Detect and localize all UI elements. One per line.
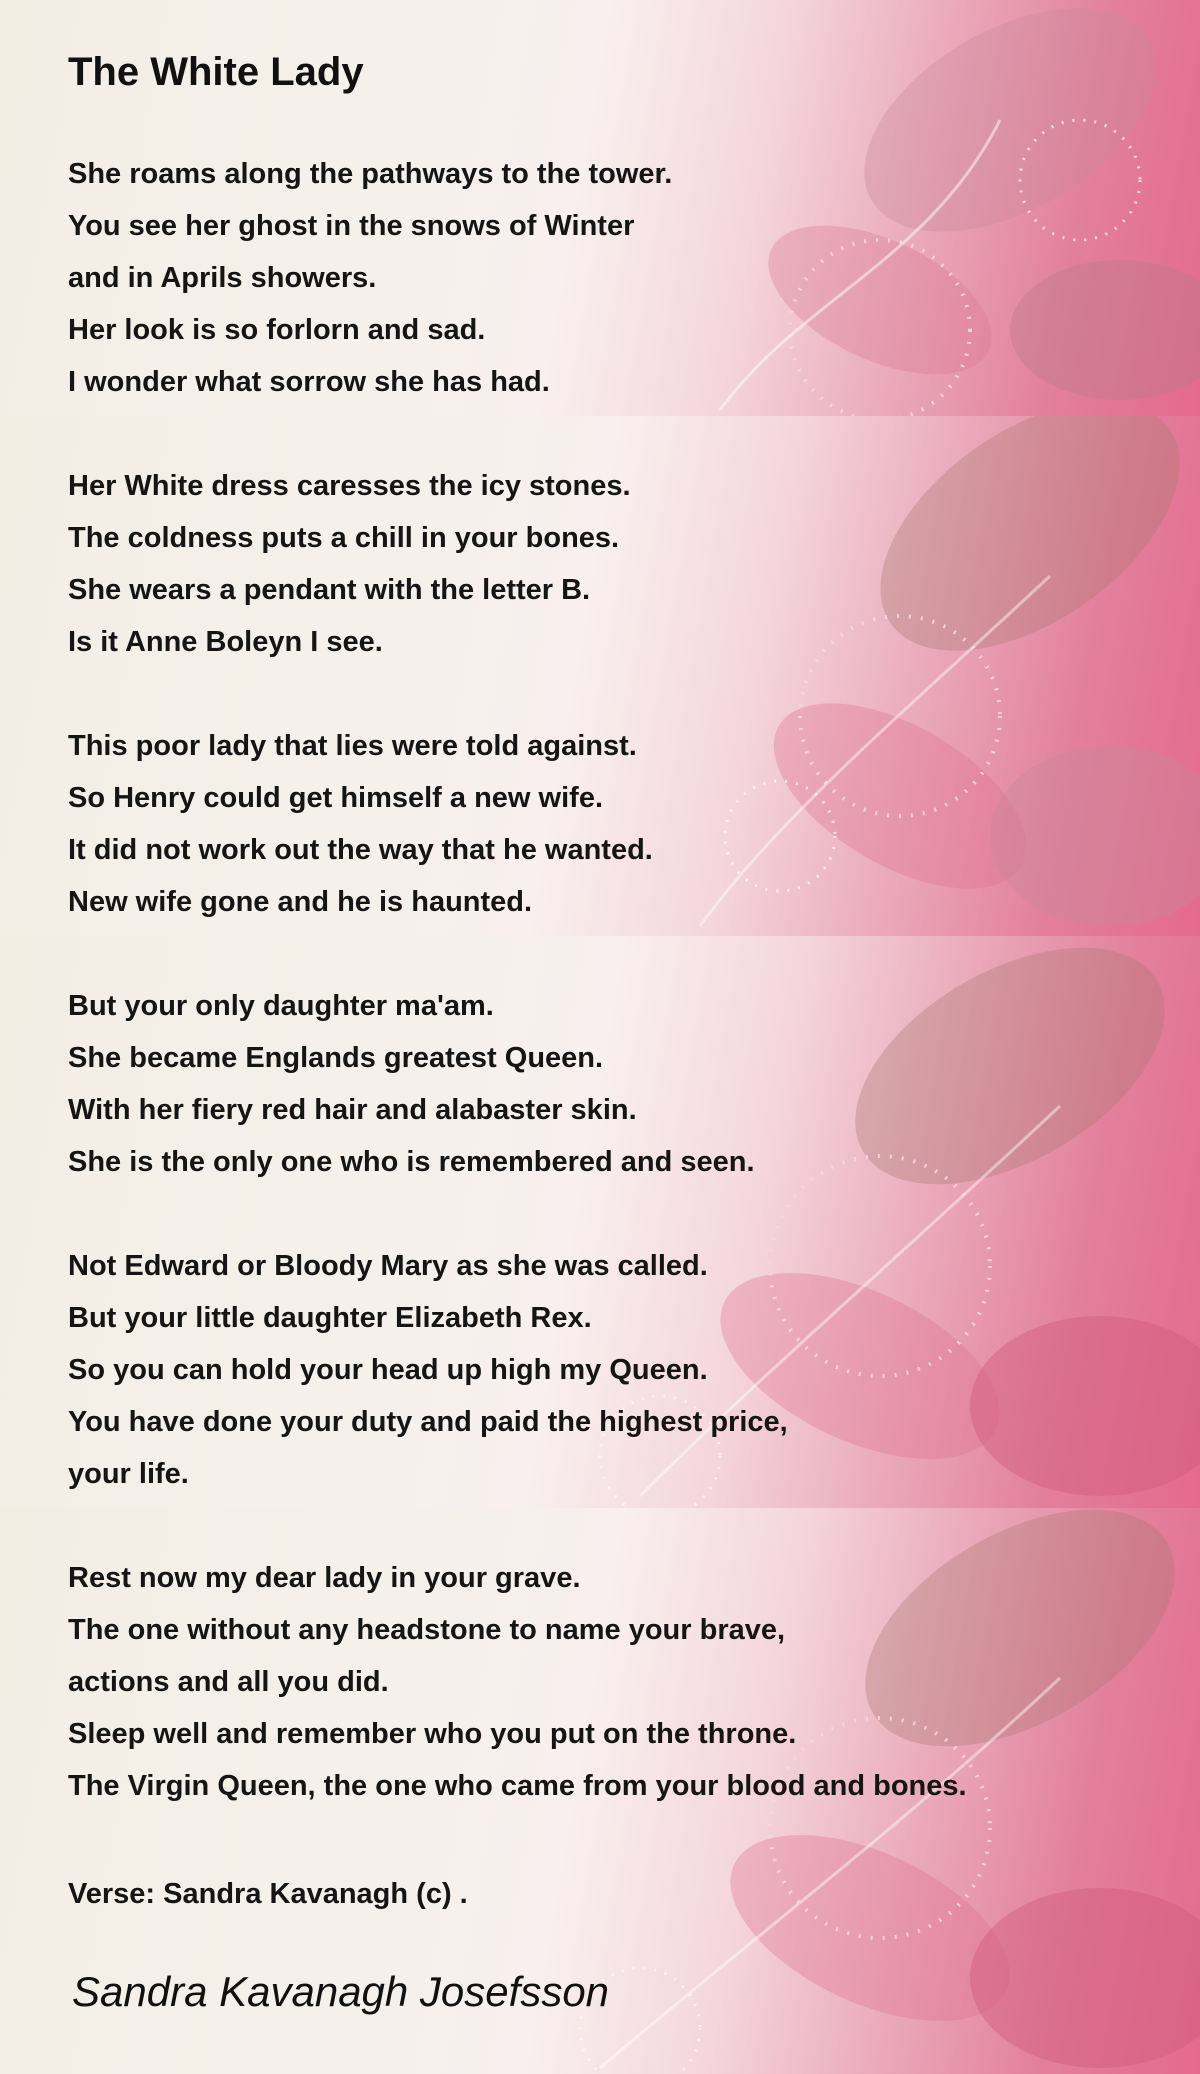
- poem-line: your life.: [68, 1458, 189, 1490]
- poem-line: Her look is so forlorn and sad.: [68, 314, 486, 346]
- poem-line: actions and all you did.: [68, 1666, 389, 1698]
- poem-line: She wears a pendant with the letter B.: [68, 574, 591, 606]
- poem-line: But your only daughter ma'am.: [68, 990, 494, 1022]
- poem-line: Is it Anne Boleyn I see.: [68, 626, 383, 658]
- stanza-6: [68, 1552, 967, 1812]
- poem-line: But your little daughter Elizabeth Rex.: [68, 1302, 592, 1334]
- poem-line: Not Edward or Bloody Mary as she was called.: [68, 1250, 708, 1282]
- poem-line: She is the only one who is remembered and seen.: [68, 1146, 755, 1178]
- poem-line: So you can hold your head up high my Queen.: [68, 1354, 708, 1386]
- poem-line: The one without any headstone to name your brave,: [68, 1614, 786, 1646]
- poem-line: and in Aprils showers.: [68, 262, 377, 294]
- poem-line: This poor lady that lies were told against.: [68, 730, 637, 762]
- poem-line: You have done your duty and paid the highest price,: [68, 1406, 788, 1438]
- poem-line: New wife gone and he is haunted.: [68, 886, 533, 918]
- poem-line: Rest now my dear lady in your grave.: [68, 1562, 581, 1594]
- stanza-1: [68, 148, 672, 408]
- poem-line: The Virgin Queen, the one who came from your blood and bones.: [68, 1770, 967, 1802]
- stanza-4: [68, 980, 755, 1188]
- poem-line: Her White dress caresses the icy stones.: [68, 470, 631, 502]
- verse-credit: Verse: Sandra Kavanagh (c) .: [68, 1878, 468, 1910]
- stanza-5: [68, 1240, 788, 1500]
- poem-line: It did not work out the way that he wanted.: [68, 834, 653, 866]
- stanza-3: [68, 720, 653, 928]
- poem-line: The coldness puts a chill in your bones.: [68, 522, 620, 554]
- poem-line: You see her ghost in the snows of Winter: [68, 210, 635, 242]
- poem-line: Sleep well and remember who you put on the throne.: [68, 1718, 797, 1750]
- poem-line: So Henry could get himself a new wife.: [68, 782, 603, 814]
- stanza-2: [68, 460, 631, 668]
- author-name: Sandra Kavanagh Josefsson: [72, 1968, 610, 2015]
- poem-line: I wonder what sorrow she has had.: [68, 366, 550, 398]
- poem-line: She roams along the pathways to the tower.: [68, 158, 673, 190]
- poem-line: With her fiery red hair and alabaster skin.: [68, 1094, 637, 1126]
- poem-line: She became Englands greatest Queen.: [68, 1042, 604, 1074]
- poem-title: The White Lady: [68, 50, 364, 94]
